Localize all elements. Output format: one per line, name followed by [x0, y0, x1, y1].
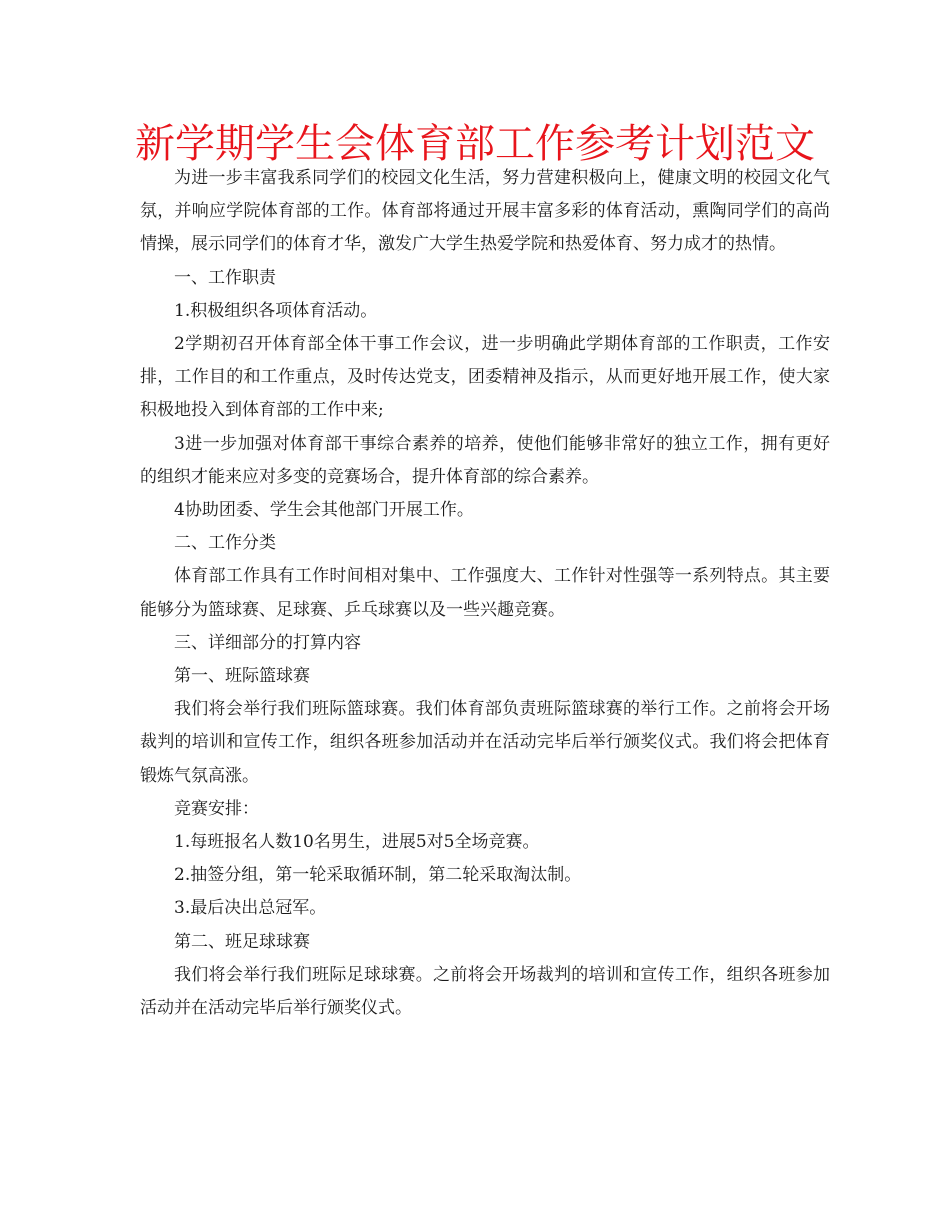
paragraph-duty-2: 2学期初召开体育部全体干事工作会议，进一步明确此学期体育部的工作职责，工作安排，工作目的和工作重点，及时传达党支，团委精神及指示，从而更好地开展工作，使大家积极地投入到体育部的工作中来; [140, 334, 830, 421]
document-body [140, 162, 830, 1025]
paragraph-basketball: 我们将会举行我们班际篮球赛。我们体育部负责班际篮球赛的举行工作。之前将会开场裁判的培训和宣传工作，组织各班参加活动并在活动完毕后举行颁奖仪式。我们将会把体育锻炼气氛高涨。 [140, 699, 830, 786]
heading-detailed-plan: 三、详细部分的打算内容 [174, 632, 361, 653]
paragraph-duty-1: 1.积极组织各项体育活动。 [174, 300, 378, 321]
paragraph-intro: 为进一步丰富我系同学们的校园文化生活，努力营建积极向上，健康文明的校园文化气氛，并响应学院体育部的工作。体育部将通过开展丰富多彩的体育活动，熏陶同学们的高尚情操，展示同学们的体育才华，激发广大学生热爱学院和热爱体育、努力成才的热情。 [140, 168, 830, 255]
paragraph-categories: 体育部工作具有工作时间相对集中、工作强度大、工作针对性强等一系列特点。其主要能够分为篮球赛、足球赛、乒乓球赛以及一些兴趣竞赛。 [140, 566, 830, 620]
heading-work-categories: 二、工作分类 [174, 533, 276, 554]
paragraph-duty-4: 4协助团委、学生会其他部门开展工作。 [174, 500, 474, 521]
document-title: 新学期学生会体育部工作参考计划范文 [135, 121, 815, 167]
paragraph-duty-3: 3进一步加强对体育部干事综合素养的培养，使他们能够非常好的独立工作，拥有更好的组织才能来应对多变的竞赛场合，提升体育部的综合素养。 [140, 433, 830, 487]
heading-football: 第二、班足球球赛 [174, 931, 310, 952]
heading-work-duties: 一、工作职责 [174, 267, 276, 288]
paragraph-schedule-2: 2.抽签分组，第一轮采取循环制，第二轮采取淘汰制。 [174, 865, 582, 886]
paragraph-football: 我们将会举行我们班际足球球赛。之前将会开场裁判的培训和宣传工作，组织各班参加活动并在活动完毕后举行颁奖仪式。 [140, 964, 830, 1019]
heading-schedule: 竞赛安排： [174, 798, 259, 819]
heading-basketball: 第一、班际篮球赛 [174, 666, 310, 687]
paragraph-schedule-3: 3.最后决出总冠军。 [174, 898, 327, 919]
paragraph-schedule-1: 1.每班报名人数10名男生，进展5对5全场竞赛。 [174, 832, 540, 853]
